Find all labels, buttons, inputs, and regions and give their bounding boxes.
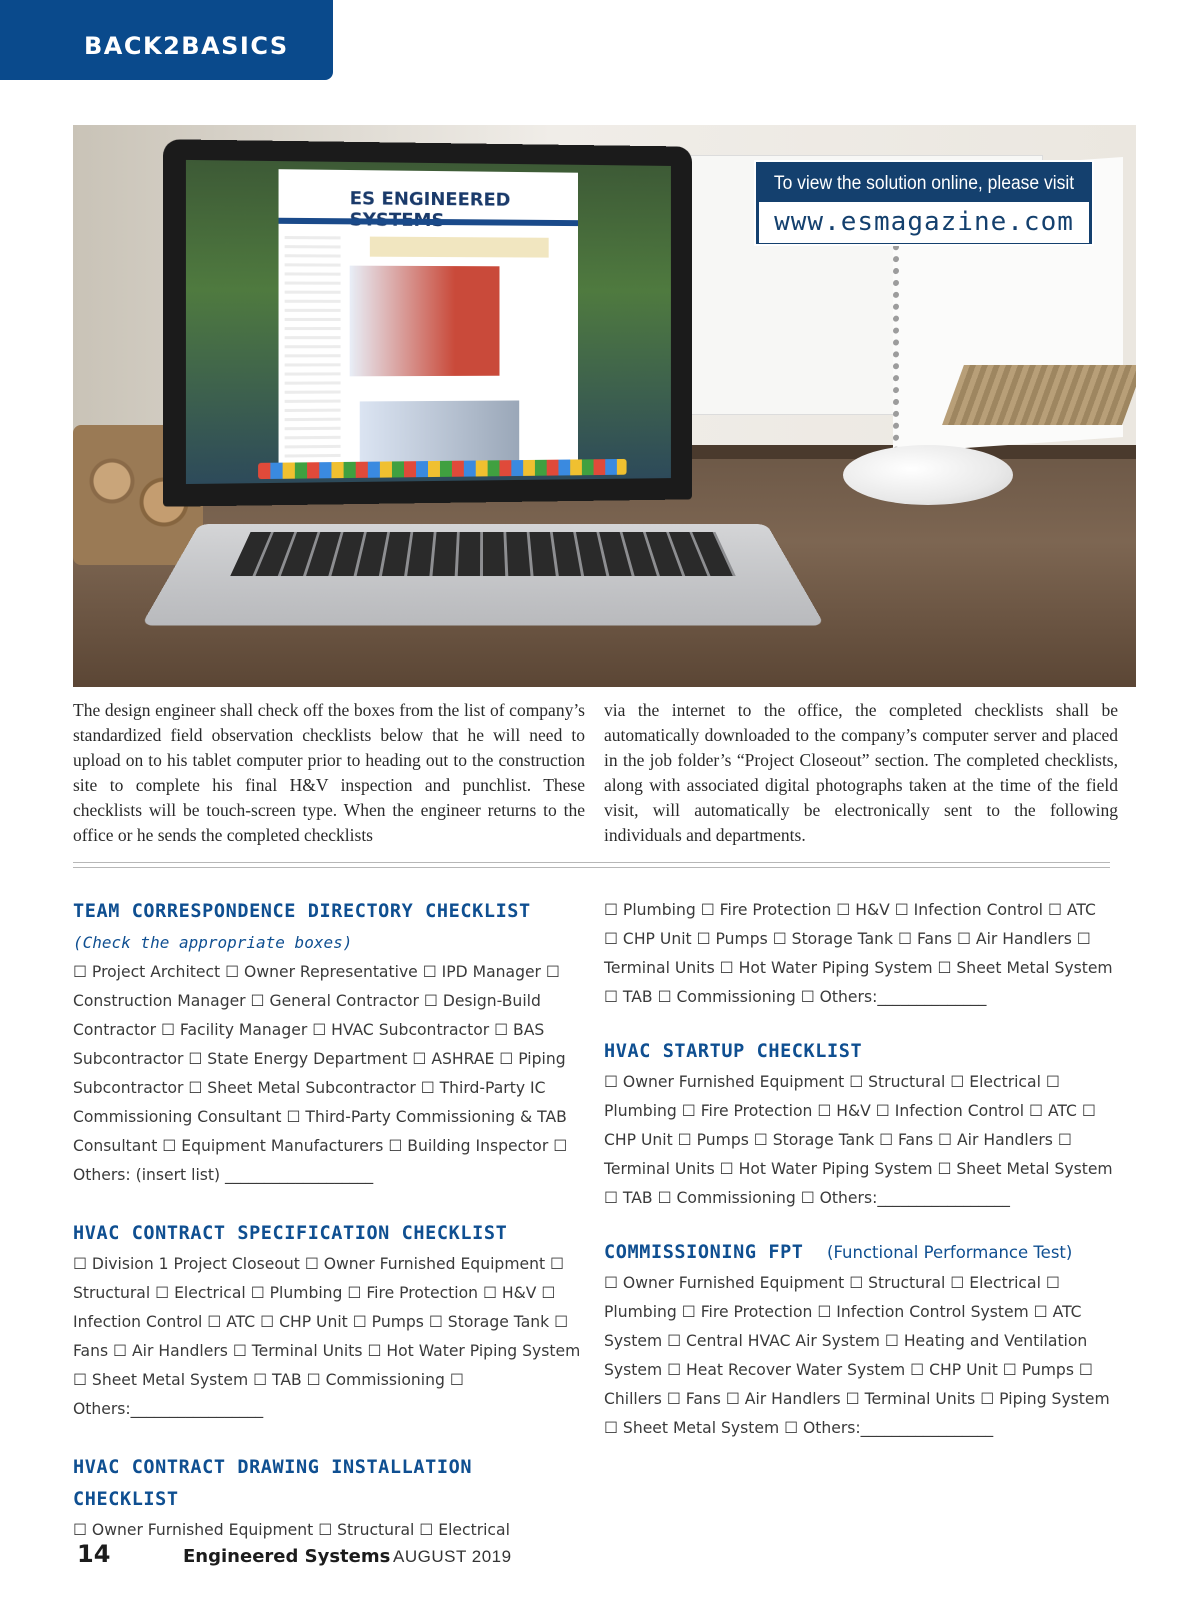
fpt-checklist-items[interactable]: ☐ Owner Furnished Equipment ☐ Structural ☐ Electrical ☐ Plumbing ☐ Fire Protection ☐ Infection Control System ☐ ATC System ☐ Central HVAC Air System ☐ Heating and Ventilation System ☐ Heat Recover Water System ☐ CHP Unit ☐ Pumps ☐ Chillers ☐ Fans ☐ Air Handlers ☐ Terminal Units ☐ Piping System ☐ Sheet Metal System ☐ Others:_________________ xyxy=(604,1274,1110,1437)
drawing-checklist-items[interactable]: ☐ Owner Furnished Equipment ☐ Structural ☐ Electrical xyxy=(73,1521,510,1539)
page-number: 14 xyxy=(77,1540,111,1568)
team-checklist-items[interactable]: ☐ Project Architect ☐ Owner Representative ☐ IPD Manager ☐ Construction Manager ☐ General Contractor ☐ Design-Build Contractor ☐ Facility Manager ☐ HVAC Subcontractor ☐ BAS Subcontractor ☐ State Energy Department ☐ ASHRAE ☐ Piping Subcontractor ☐ Sheet Metal Subcontractor ☐ Third-Party IC Commissioning Consultant ☐ Third-Party Commissioning & TAB Consultant ☐ Equipment Manufacturers ☐ Building Inspector ☐ Others: (insert list) ___________________ xyxy=(73,963,568,1184)
page-footer xyxy=(77,1540,677,1576)
visit-online-text: To view the solution online, please visit xyxy=(773,173,1075,194)
section-tab xyxy=(0,0,333,80)
photo-site-navbar xyxy=(279,218,578,226)
spec-checklist-heading: HVAC CONTRACT SPECIFICATION CHECKLIST xyxy=(73,1223,508,1244)
drawing-checklist-heading: HVAC CONTRACT DRAWING INSTALLATION CHECKLIST xyxy=(73,1457,473,1510)
team-checklist-heading: TEAM CORRESPONDENCE DIRECTORY CHECKLIST xyxy=(73,901,531,922)
visit-online-url[interactable]: www.esmagazine.com xyxy=(759,202,1089,243)
divider-rule-bottom xyxy=(73,867,1110,868)
drawing-checklist-items-continued[interactable]: ☐ Plumbing ☐ Fire Protection ☐ H&V ☐ Infection Control ☐ ATC ☐ CHP Unit ☐ Pumps ☐ Storage Tank ☐ Fans ☐ Air Handlers ☐ Terminal Units ☐ Hot Water Piping System ☐ Sheet Metal System ☐ TAB ☐ Commissioning ☐ Others:______________ xyxy=(604,901,1113,1006)
photo-woven-mat xyxy=(942,365,1136,425)
spec-checklist-items[interactable]: ☐ Division 1 Project Closeout ☐ Owner Furnished Equipment ☐ Structural ☐ Electrical ☐ Plumbing ☐ Fire Protection ☐ H&V ☐ Infection Control ☐ ATC ☐ CHP Unit ☐ Pumps ☐ Storage Tank ☐ Fans ☐ Air Handlers ☐ Terminal Units ☐ Hot Water Piping System ☐ Sheet Metal System ☐ TAB ☐ Commissioning ☐ Others:_________________ xyxy=(73,1255,581,1418)
photo-site-hero xyxy=(350,266,500,377)
photo-website xyxy=(279,169,578,473)
startup-checklist-items[interactable]: ☐ Owner Furnished Equipment ☐ Structural ☐ Electrical ☐ Plumbing ☐ Fire Protection ☐ H&V ☐ Infection Control ☐ ATC ☐ CHP Unit ☐ Pumps ☐ Storage Tank ☐ Fans ☐ Air Handlers ☐ Terminal Units ☐ Hot Water Piping System ☐ Sheet Metal System ☐ TAB ☐ Commissioning ☐ Others:_________________ xyxy=(604,1073,1113,1207)
body-paragraph-right: via the internet to the office, the completed checklists shall be automatically downloaded to the company’s computer server and placed in the job folder’s “Project Closeout” section. The completed checklists, along with associated digital photographs taken at the time of the field visit, will automatically be electronically sent to the following individuals and departments. xyxy=(604,700,1118,845)
spacer xyxy=(604,1213,1114,1237)
team-checklist-subheading: (Check the appropriate boxes) xyxy=(73,933,353,952)
fpt-checklist-heading xyxy=(604,1237,1114,1269)
body-paragraph-left: The design engineer shall check off the boxes from the list of company’s standardized field observation checklists below that he will need to upload on to his tablet computer prior to heading out to the construction site to complete his final H&V inspection and punchlist. These checklists will be touch-screen type. When the engineer returns to the office or he sends the completed checklists xyxy=(73,700,585,845)
photo-laptop-display xyxy=(186,160,671,484)
section-tab-label: BACK2BASICS xyxy=(84,32,289,60)
checklists-left-column xyxy=(73,896,583,1545)
issue-date: AUGUST 2019 xyxy=(393,1547,512,1566)
photo-mouse xyxy=(843,445,1013,505)
photo-site-ad xyxy=(370,237,549,258)
spacer xyxy=(73,1190,583,1218)
photo-keys xyxy=(230,532,736,576)
fpt-checklist-title: COMMISSIONING FPT xyxy=(604,1242,804,1263)
photo-site-logo: ES ENGINEERED xyxy=(349,188,511,211)
photo-laptop-screen xyxy=(163,139,692,507)
visit-online-box xyxy=(754,160,1094,246)
photo-laptop-keyboard xyxy=(141,524,824,625)
divider-rule-top xyxy=(73,862,1110,863)
spacer xyxy=(604,1012,1114,1036)
fpt-checklist-subheading: (Functional Performance Test) xyxy=(827,1243,1073,1262)
photo-site-feature xyxy=(360,400,519,461)
spacer xyxy=(73,1424,583,1452)
magazine-name: Engineered Systems xyxy=(183,1546,391,1567)
checklists-right-column xyxy=(604,896,1114,1443)
photo-site-sidebar xyxy=(285,236,341,469)
photo-dock xyxy=(258,459,626,479)
startup-checklist-heading: HVAC STARTUP CHECKLIST xyxy=(604,1041,863,1062)
